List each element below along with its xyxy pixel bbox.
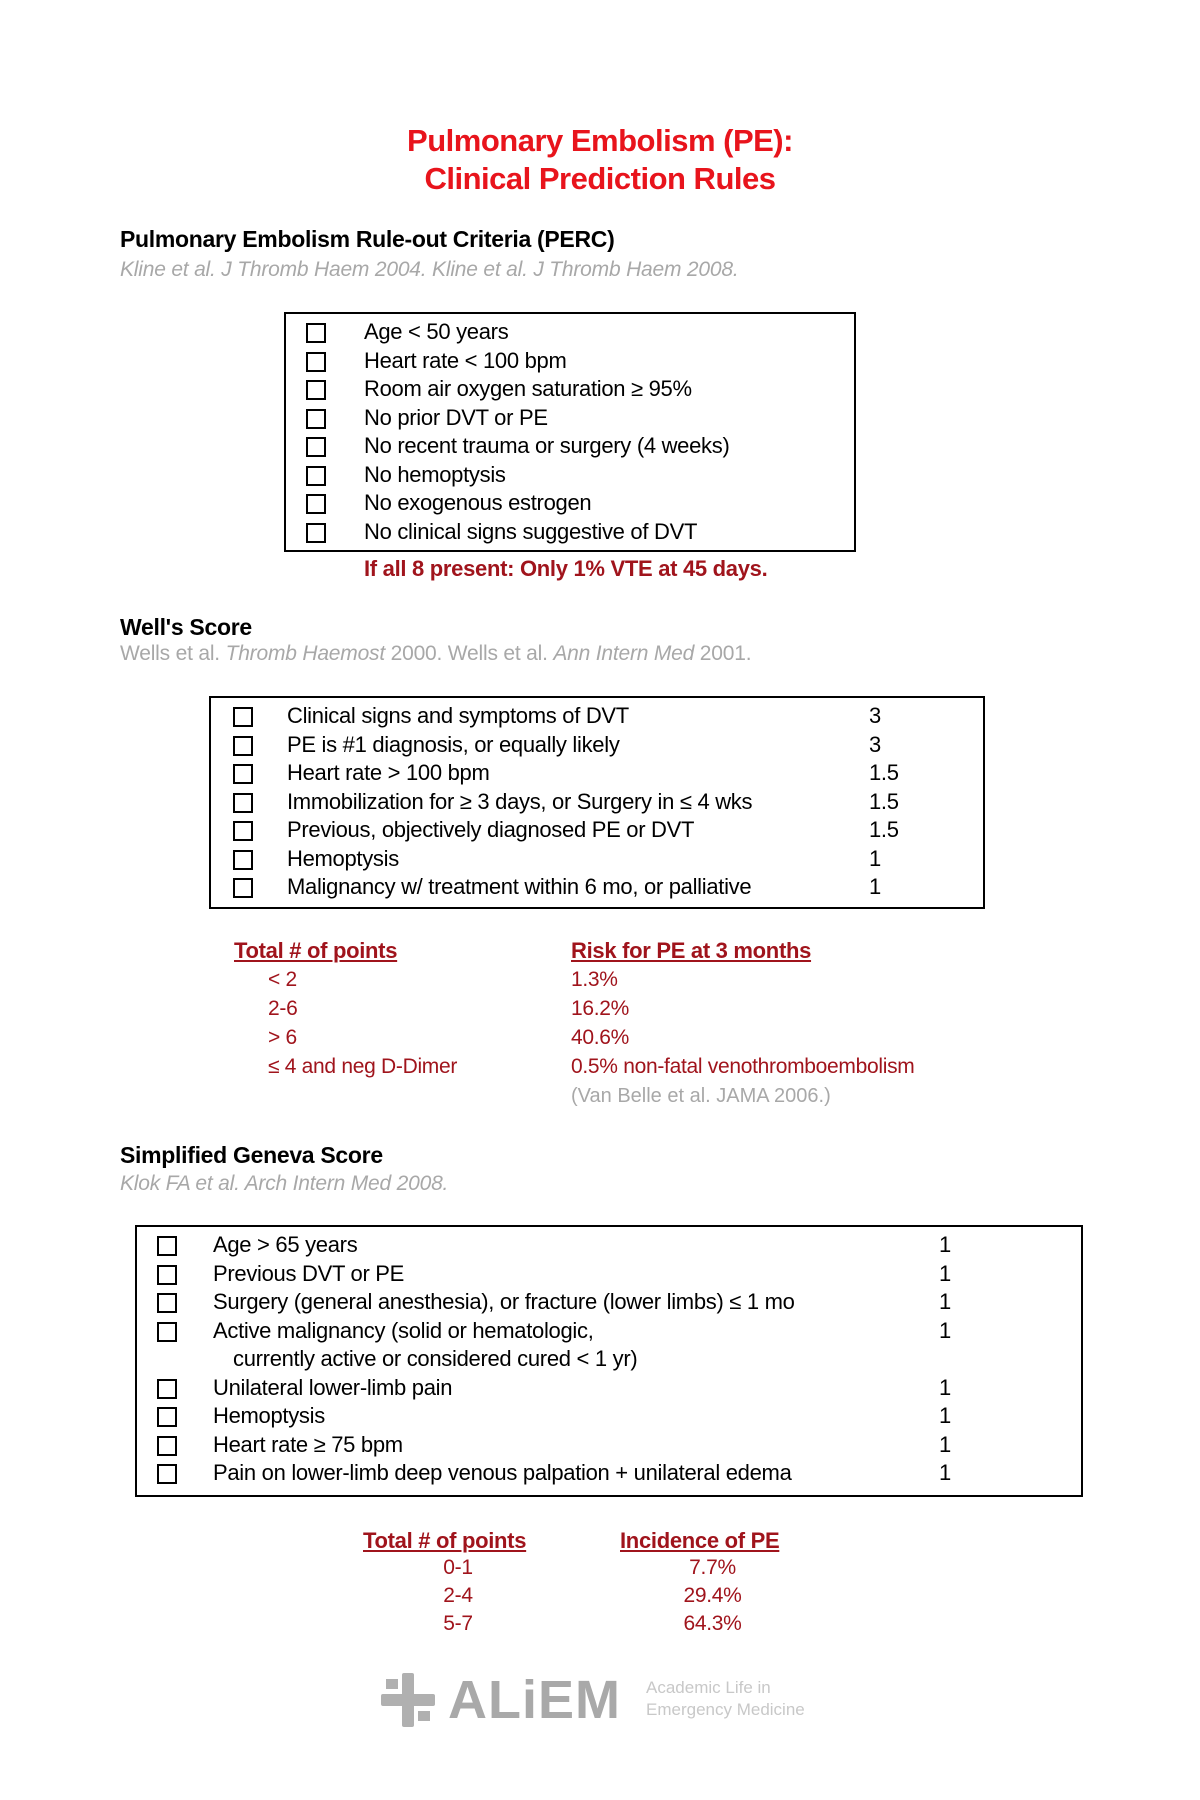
wells-citation-journal-1: Thromb Haemost bbox=[225, 642, 385, 665]
perc-heading: Pulmonary Embolism Rule-out Criteria (PERC) bbox=[120, 226, 615, 252]
criterion-label: Age > 65 years bbox=[213, 1232, 358, 1257]
wells-citation-journal-2: Ann Intern Med bbox=[553, 642, 695, 665]
criterion-label: Pain on lower-limb deep venous palpation + unilateral edema bbox=[213, 1460, 792, 1485]
geneva-item bbox=[137, 1402, 1081, 1430]
criterion-label: Heart rate > 100 bpm bbox=[287, 760, 490, 785]
criterion-points: 1 bbox=[869, 874, 881, 899]
criterion-points: 1 bbox=[939, 1289, 951, 1314]
geneva-item bbox=[137, 1260, 1081, 1288]
checkbox[interactable] bbox=[306, 437, 326, 457]
criterion-label: No hemoptysis bbox=[364, 461, 506, 487]
geneva-item bbox=[137, 1317, 1081, 1345]
criterion-label: Hemoptysis bbox=[287, 845, 399, 871]
wells-item bbox=[211, 845, 983, 873]
perc-item bbox=[286, 318, 854, 346]
perc-checklist bbox=[284, 312, 856, 552]
criterion-points: 1 bbox=[939, 1431, 951, 1457]
checkbox[interactable] bbox=[157, 1293, 177, 1313]
checkbox[interactable] bbox=[157, 1322, 177, 1342]
title-line-2: Clinical Prediction Rules bbox=[424, 161, 776, 196]
wells-checklist bbox=[209, 696, 985, 909]
checkbox[interactable] bbox=[233, 821, 253, 841]
criterion-label: Malignancy w/ treatment within 6 mo, or palliative bbox=[287, 874, 752, 899]
criterion-label: Heart rate < 100 bpm bbox=[364, 347, 567, 373]
aliem-logo-subtitle-line-2: Emergency Medicine bbox=[646, 1700, 805, 1719]
wells-citation bbox=[120, 642, 751, 666]
criterion-label: Heart rate ≥ 75 bpm bbox=[213, 1431, 403, 1457]
checkbox[interactable] bbox=[306, 494, 326, 514]
wells-citation-part: 2001. bbox=[694, 642, 752, 665]
criterion-label: No clinical signs suggestive of DVT bbox=[364, 518, 698, 544]
criterion-points: 1 bbox=[939, 1374, 951, 1400]
aliem-logo-subtitle-line-1: Academic Life in bbox=[646, 1678, 771, 1697]
criterion-points: 1 bbox=[939, 1460, 951, 1485]
checkbox[interactable] bbox=[157, 1407, 177, 1427]
wells-citation-part: 2000. Wells et al. bbox=[384, 642, 554, 665]
wells-table-risk: 16.2% bbox=[571, 997, 630, 1020]
aliem-logo-word: ALiEM bbox=[448, 1670, 621, 1730]
criterion-label: Hemoptysis bbox=[213, 1403, 325, 1428]
criterion-points: 3 bbox=[869, 731, 881, 757]
wells-item bbox=[211, 702, 983, 730]
perc-item bbox=[286, 432, 854, 460]
wells-table-risk: 40.6% bbox=[571, 1026, 630, 1049]
wells-table-points: < 2 bbox=[268, 968, 297, 991]
checkbox[interactable] bbox=[157, 1464, 177, 1484]
checkbox[interactable] bbox=[306, 323, 326, 343]
checkbox[interactable] bbox=[306, 409, 326, 429]
checkbox[interactable] bbox=[157, 1379, 177, 1399]
criterion-label: Surgery (general anesthesia), or fracture (lower limbs) ≤ 1 mo bbox=[213, 1289, 795, 1314]
criterion-label: Immobilization for ≥ 3 days, or Surgery in ≤ 4 wks bbox=[287, 788, 753, 814]
checkbox[interactable] bbox=[306, 380, 326, 400]
checkbox[interactable] bbox=[233, 878, 253, 898]
wells-table-points: ≤ 4 and neg D-Dimer bbox=[268, 1055, 458, 1078]
wells-footnote: (Van Belle et al. JAMA 2006.) bbox=[571, 1085, 831, 1107]
geneva-table-points: 5-7 bbox=[443, 1612, 473, 1635]
checkbox[interactable] bbox=[157, 1265, 177, 1285]
criterion-points: 1 bbox=[939, 1317, 951, 1343]
wells-heading: Well's Score bbox=[120, 614, 252, 640]
wells-item bbox=[211, 788, 983, 816]
perc-item bbox=[286, 347, 854, 375]
perc-item bbox=[286, 489, 854, 517]
checkbox[interactable] bbox=[157, 1436, 177, 1456]
geneva-item bbox=[137, 1231, 1081, 1259]
criterion-label: Unilateral lower-limb pain bbox=[213, 1374, 453, 1400]
criterion-label: Clinical signs and symptoms of DVT bbox=[287, 703, 629, 728]
criterion-label: Age < 50 years bbox=[364, 319, 509, 344]
geneva-table-points: 0-1 bbox=[443, 1556, 473, 1579]
page-title bbox=[0, 122, 1200, 198]
criterion-points: 1 bbox=[869, 845, 881, 871]
wells-table-risk: 0.5% non-fatal venothromboembolism bbox=[571, 1055, 915, 1078]
geneva-item bbox=[137, 1374, 1081, 1402]
wells-item bbox=[211, 731, 983, 759]
checkbox[interactable] bbox=[306, 352, 326, 372]
criterion-label: currently active or considered cured < 1 yr) bbox=[233, 1346, 638, 1371]
perc-item bbox=[286, 461, 854, 489]
criterion-points: 1.5 bbox=[869, 760, 899, 785]
checkbox[interactable] bbox=[233, 764, 253, 784]
criterion-label: PE is #1 diagnosis, or equally likely bbox=[287, 731, 620, 757]
criterion-points: 1 bbox=[939, 1260, 951, 1286]
wells-table-header-risk: Risk for PE at 3 months bbox=[571, 938, 812, 963]
aliem-logo-icon bbox=[378, 1669, 438, 1731]
checkbox[interactable] bbox=[157, 1236, 177, 1256]
geneva-item bbox=[137, 1431, 1081, 1459]
geneva-table-header-points: Total # of points bbox=[363, 1528, 527, 1553]
checkbox[interactable] bbox=[233, 793, 253, 813]
criterion-label: Active malignancy (solid or hematologic, bbox=[213, 1317, 594, 1343]
wells-citation-part: Wells et al. bbox=[120, 642, 226, 665]
wells-item bbox=[211, 759, 983, 787]
geneva-item-continuation bbox=[137, 1345, 1081, 1373]
perc-item bbox=[286, 404, 854, 432]
checkbox[interactable] bbox=[306, 523, 326, 543]
aliem-logo-subtitle bbox=[646, 1677, 805, 1721]
geneva-table-header-incidence: Incidence of PE bbox=[620, 1528, 780, 1553]
criterion-label: Previous DVT or PE bbox=[213, 1260, 405, 1286]
geneva-checklist bbox=[135, 1225, 1083, 1497]
criterion-points: 1.5 bbox=[869, 788, 899, 814]
perc-item bbox=[286, 375, 854, 403]
geneva-table-incidence: 29.4% bbox=[683, 1584, 742, 1607]
criterion-label: No exogenous estrogen bbox=[364, 490, 592, 515]
geneva-heading: Simplified Geneva Score bbox=[120, 1142, 383, 1168]
criterion-points: 1 bbox=[939, 1232, 951, 1257]
checkbox[interactable] bbox=[233, 707, 253, 727]
wells-table-header-points: Total # of points bbox=[234, 938, 398, 963]
wells-table-points: > 6 bbox=[268, 1026, 297, 1049]
checkbox[interactable] bbox=[233, 736, 253, 756]
geneva-table-points: 2-4 bbox=[443, 1584, 473, 1607]
geneva-item bbox=[137, 1459, 1081, 1487]
geneva-table-incidence: 7.7% bbox=[689, 1556, 736, 1579]
wells-item bbox=[211, 873, 983, 901]
geneva-citation: Klok FA et al. Arch Intern Med 2008. bbox=[120, 1172, 449, 1195]
criterion-points: 1 bbox=[939, 1403, 951, 1428]
wells-item bbox=[211, 816, 983, 844]
perc-citation: Kline et al. J Thromb Haem 2004. Kline et al. J Thromb Haem 2008. bbox=[120, 258, 739, 281]
geneva-item bbox=[137, 1288, 1081, 1316]
criterion-points: 3 bbox=[869, 703, 881, 728]
criterion-points: 1.5 bbox=[869, 817, 899, 842]
criterion-label: No recent trauma or surgery (4 weeks) bbox=[364, 433, 730, 458]
checkbox[interactable] bbox=[306, 466, 326, 486]
criterion-label: Previous, objectively diagnosed PE or DVT bbox=[287, 817, 695, 842]
wells-table-points: 2-6 bbox=[268, 997, 298, 1020]
wells-table-risk: 1.3% bbox=[571, 968, 618, 991]
criterion-label: No prior DVT or PE bbox=[364, 404, 548, 430]
checkbox[interactable] bbox=[233, 850, 253, 870]
title-line-1: Pulmonary Embolism (PE): bbox=[407, 123, 793, 158]
perc-item bbox=[286, 518, 854, 546]
criterion-label: Room air oxygen saturation ≥ 95% bbox=[364, 376, 692, 401]
geneva-table-incidence: 64.3% bbox=[683, 1612, 742, 1635]
perc-note: If all 8 present: Only 1% VTE at 45 days. bbox=[364, 556, 768, 581]
